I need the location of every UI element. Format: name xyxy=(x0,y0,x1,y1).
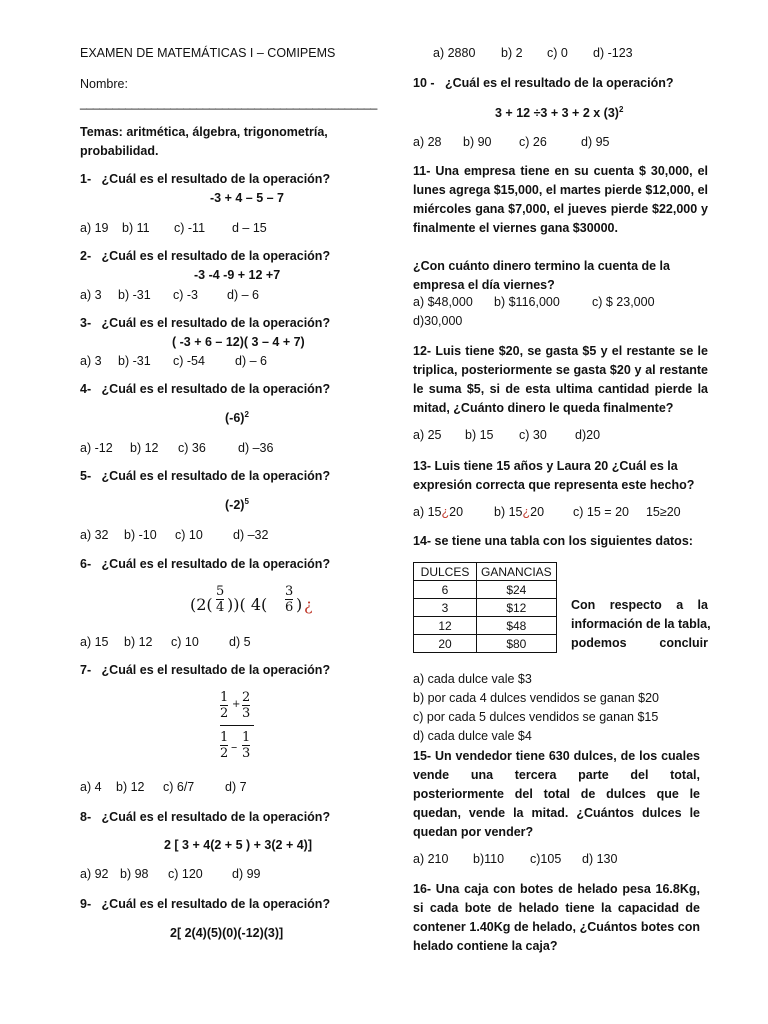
q3-option-d[interactable]: d) – 6 xyxy=(235,354,267,368)
q10-option-d[interactable]: d) 95 xyxy=(581,135,610,149)
q2-option-c[interactable]: c) -3 xyxy=(173,288,198,302)
table-row xyxy=(414,617,557,635)
q7-question: 7- ¿Cuál es el resultado de la operación? xyxy=(80,663,331,677)
q3-expression: ( -3 + 6 – 12)( 3 – 4 + 7) xyxy=(172,335,305,349)
q10-options xyxy=(413,135,610,149)
q13-text: 13- Luis tiene 15 años y Laura 20 ¿Cuál es la expresión correcta que representa este hecho? xyxy=(413,459,695,492)
q11-option-b[interactable]: b) $116,000 xyxy=(494,295,560,309)
q9-options xyxy=(433,46,633,60)
q6-question: 6- ¿Cuál es el resultado de la operación? xyxy=(80,557,331,571)
q10-option-b[interactable]: b) 90 xyxy=(463,135,492,149)
table-row xyxy=(414,635,557,653)
q8-option-b[interactable]: b) 98 xyxy=(120,867,149,881)
q6-glyph: ¿ xyxy=(304,595,313,614)
q8-option-c[interactable]: c) 120 xyxy=(168,867,203,881)
q9-expression: 2[ 2(4)(5)(0)(-12)(3)] xyxy=(170,926,284,940)
q4-options xyxy=(80,441,273,455)
table-cell: 12 xyxy=(414,617,477,635)
q6-option-b[interactable]: b) 12 xyxy=(124,635,153,649)
q4-option-b[interactable]: b) 12 xyxy=(130,441,159,455)
q14-side-line-1: Con respecto a la xyxy=(571,598,708,612)
q3-question: 3- ¿Cuál es el resultado de la operación? xyxy=(80,316,331,330)
q4-option-a[interactable]: a) -12 xyxy=(80,441,113,455)
q1-option-a[interactable]: a) 19 xyxy=(80,221,109,235)
table-row xyxy=(414,599,557,617)
q4-option-d[interactable]: d) –36 xyxy=(238,441,274,455)
q12-option-a[interactable]: a) 25 xyxy=(413,428,442,442)
table-cell: $48 xyxy=(477,617,557,635)
q1-option-d[interactable]: d – 15 xyxy=(232,221,267,235)
table-cell: $12 xyxy=(477,599,557,617)
q15-option-a[interactable]: a) 210 xyxy=(413,852,449,866)
q14-option-d[interactable]: d) cada dulce vale $4 xyxy=(413,729,532,743)
q9-option-b[interactable]: b) 2 xyxy=(501,46,523,60)
q5-option-d[interactable]: d) –32 xyxy=(233,528,269,542)
q7-options xyxy=(80,780,247,794)
q6-option-c[interactable]: c) 10 xyxy=(171,635,199,649)
q15-text: 15- Un vendedor tiene 630 dulces, de los cuales vende una tercera parte del total, posteriormente del total de dulces que le quedan, vende la mitad. ¿Cuántos dulces le quedan por vender? xyxy=(413,749,700,839)
q7-option-c[interactable]: c) 6/7 xyxy=(163,780,195,794)
q2-question: 2- ¿Cuál es el resultado de la operación? xyxy=(80,249,331,263)
q14-side-line-2: información de la tabla, xyxy=(571,617,711,631)
q10-option-a[interactable]: a) 28 xyxy=(413,135,442,149)
q14-option-b[interactable]: b) por cada 4 dulces vendidos se ganan $20 xyxy=(413,691,660,705)
q13-option-d[interactable]: 15≥20 xyxy=(645,505,681,519)
q8-expression: 2 [ 3 + 4(2 + 5 ) + 3(2 + 4)] xyxy=(164,838,312,852)
q6-option-d[interactable]: d) 5 xyxy=(229,635,251,649)
table-header-row xyxy=(414,563,557,581)
q15-options xyxy=(413,852,617,866)
table-header-ganancias: GANANCIAS xyxy=(477,563,557,581)
q2-option-a[interactable]: a) 3 xyxy=(80,288,102,302)
q11-question: ¿Con cuánto dinero termino la cuenta de la empresa el día viernes? xyxy=(413,259,670,292)
q2-options xyxy=(80,288,259,302)
name-line: ______________________________________________ xyxy=(80,96,377,110)
q10-question: 10 - ¿Cuál es el resultado de la operación? xyxy=(413,76,674,90)
q14-option-c[interactable]: c) por cada 5 dulces vendidos se ganan $15 xyxy=(413,710,659,724)
q8-option-d[interactable]: d) 99 xyxy=(232,867,261,881)
q7-option-a[interactable]: a) 4 xyxy=(80,780,102,794)
q9-option-a[interactable]: a) 2880 xyxy=(433,46,476,60)
topics-line-2: probabilidad. xyxy=(80,144,159,158)
q6-expression: (2( 5 4 ))( 4( 3 6 ) ¿ xyxy=(190,584,313,615)
q2-expression: -3 -4 -9 + 12 +7 xyxy=(194,268,281,282)
q15-option-c[interactable]: c)105 xyxy=(530,852,562,866)
q7-option-b[interactable]: b) 12 xyxy=(116,780,145,794)
q1-expression: -3 + 4 – 5 – 7 xyxy=(210,191,285,205)
q5-option-c[interactable]: c) 10 xyxy=(175,528,203,542)
q14-option-a[interactable]: a) cada dulce vale $3 xyxy=(413,672,532,686)
q7-option-d[interactable]: d) 7 xyxy=(225,780,247,794)
q3-option-c[interactable]: c) -54 xyxy=(173,354,205,368)
q1-option-c[interactable]: c) -11 xyxy=(174,221,206,235)
q5-question: 5- ¿Cuál es el resultado de la operación? xyxy=(80,469,331,483)
q4-question: 4- ¿Cuál es el resultado de la operación? xyxy=(80,382,331,396)
topics-line-1: Temas: aritmética, álgebra, trigonometría, xyxy=(80,125,328,139)
q12-option-c[interactable]: c) 30 xyxy=(519,428,547,442)
q8-option-a[interactable]: a) 92 xyxy=(80,867,109,881)
table-row xyxy=(414,581,557,599)
q4-option-c[interactable]: c) 36 xyxy=(178,441,206,455)
q2-option-d[interactable]: d) – 6 xyxy=(227,288,259,302)
q11-options xyxy=(413,295,655,309)
q12-text: 12- Luis tiene $20, se gasta $5 y el restante se le triplica, posteriormente se gasta $20 y al restante le suma $5, si de esta ultima cantidad pierde la mitad, ¿Cuánto dinero le queda finalmente? xyxy=(413,344,708,415)
q14-table xyxy=(413,562,557,653)
q11-option-a[interactable]: a) $48,000 xyxy=(413,295,473,309)
q13-option-b[interactable]: b) 15¿20 xyxy=(494,505,545,519)
q1-options xyxy=(80,221,267,235)
name-label: Nombre: xyxy=(80,77,128,91)
q3-option-b[interactable]: b) -31 xyxy=(118,354,151,368)
q5-option-a[interactable]: a) 32 xyxy=(80,528,109,542)
q15-option-b[interactable]: b)110 xyxy=(473,852,505,866)
q10-option-c[interactable]: c) 26 xyxy=(519,135,547,149)
q11-option-d[interactable]: d)30,000 xyxy=(413,314,463,328)
q5-expression: $(-2)^5$ xyxy=(225,497,249,513)
q4-expression: $(-6)^2$ xyxy=(225,410,249,426)
q13-option-c[interactable]: c) 15 = 20 xyxy=(573,505,629,519)
q5-option-b[interactable]: b) -10 xyxy=(124,528,157,542)
q2-option-b[interactable]: b) -31 xyxy=(118,288,151,302)
q1-option-b[interactable]: b) 11 xyxy=(122,221,150,235)
q12-options xyxy=(413,428,600,442)
q13-options xyxy=(413,505,681,519)
q15-option-d[interactable]: d) 130 xyxy=(582,852,618,866)
q13-option-a[interactable]: a) 15¿20 xyxy=(413,505,464,519)
table-header-dulces: DULCES xyxy=(414,563,477,581)
table-cell: $24 xyxy=(477,581,557,599)
q6-options xyxy=(80,635,251,649)
table-cell: 3 xyxy=(414,599,477,617)
q7-expression: 1 2 + 2 3 1 2 – 1 3 xyxy=(220,690,270,764)
q12-option-d[interactable]: d)20 xyxy=(575,428,601,442)
q9-option-d[interactable]: d) -123 xyxy=(593,46,633,60)
q12-option-b[interactable]: b) 15 xyxy=(465,428,494,442)
q10-expression: 3 + 12 ÷3 + 3 + 2 x $(3)^2$ xyxy=(495,105,624,121)
q8-options xyxy=(80,867,261,881)
exam-title: EXAMEN DE MATEMÁTICAS I – COMIPEMS xyxy=(80,46,336,60)
table-cell: 20 xyxy=(414,635,477,653)
q9-question: 9- ¿Cuál es el resultado de la operación? xyxy=(80,897,331,911)
table-cell: 6 xyxy=(414,581,477,599)
q16-text: 16- Una caja con botes de helado pesa 16.8Kg, si cada bote de helado tiene la capacidad de contener 1.40Kg de helado, ¿Cuántos botes con helado contiene la caja? xyxy=(413,882,700,953)
q6-option-a[interactable]: a) 15 xyxy=(80,635,109,649)
table-cell: $80 xyxy=(477,635,557,653)
q11-text: 11- Una empresa tiene en su cuenta $ 30,000, el lunes agrega $15,000, el martes pierde $12,000, el miércoles gana $7,000, el jueves pierde $22,000 y finalmente el viernes gana $30000. xyxy=(413,164,708,235)
q5-options xyxy=(80,528,268,542)
q3-option-a[interactable]: a) 3 xyxy=(80,354,102,368)
q14-text: 14- se tiene una tabla con los siguientes datos: xyxy=(413,534,693,548)
q8-question: 8- ¿Cuál es el resultado de la operación? xyxy=(80,810,331,824)
q11-option-c[interactable]: c) $ 23,000 xyxy=(592,295,655,309)
q9-option-c[interactable]: c) 0 xyxy=(547,46,568,60)
q3-options xyxy=(80,354,267,368)
q1-question: 1- ¿Cuál es el resultado de la operación? xyxy=(80,172,331,186)
q14-side-line-3: podemos concluir xyxy=(571,636,708,650)
